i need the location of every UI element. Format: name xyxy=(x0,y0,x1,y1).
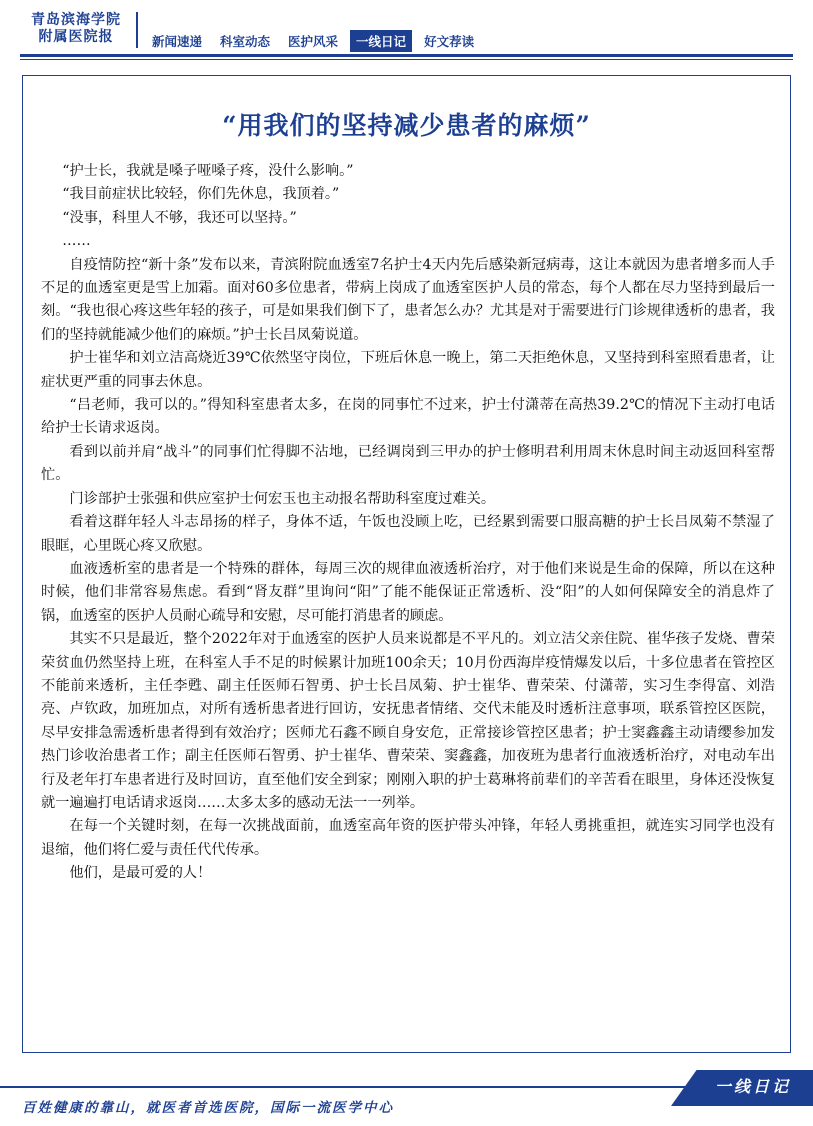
section-nav xyxy=(146,30,486,52)
masthead-logo[interactable] xyxy=(18,12,134,46)
footer-slogan: 百姓健康的靠山，就医者首选医院，国际一流医学中心 xyxy=(22,1100,394,1116)
header-rule-thin xyxy=(20,59,793,60)
article-paragraph: …… xyxy=(62,233,91,250)
article-paragraph: “吕老师，我可以的。”得知科室患者太多，在岗的同事忙不过来，护士付潇蒂在高热39.2℃的情况下主动打电话给护士长请求返岗。 xyxy=(41,397,775,437)
header-rule xyxy=(20,54,793,57)
article-body xyxy=(41,160,775,886)
article-paragraph: “护士长，我就是嗓子哑嗓子疼，没什么影响。” xyxy=(62,163,354,179)
masthead-line-2: 附属医院报 xyxy=(38,29,114,45)
masthead-divider xyxy=(136,12,138,48)
masthead-line-1: 青岛滨海学院 xyxy=(31,12,121,28)
nav-item-department[interactable]: 科室动态 xyxy=(220,34,271,49)
article-frame xyxy=(22,75,791,1053)
nav-item-frontline-diary[interactable]: 一线日记 xyxy=(350,30,412,52)
nav-item-staff[interactable]: 医护风采 xyxy=(288,34,339,49)
article-paragraph: 他们，是最可爱的人！ xyxy=(69,865,212,882)
article-paragraph: 看着这群年轻人斗志昂扬的样子，身体不适，午饭也没顾上吃，已经累到需要口服高糖的护士长吕凤菊不禁湿了眼眶，心里既心疼又欣慰。 xyxy=(41,514,775,554)
article-paragraph: 在每一个关键时刻，在每一次挑战面前，血透室高年资的医护带头冲锋，年轻人勇挑重担，就连实习同学也没有退缩，他们将仁爱与责任代代传承。 xyxy=(41,818,775,858)
page-header xyxy=(0,0,813,60)
nav-item-recommended[interactable]: 好文荐读 xyxy=(424,34,475,49)
article-paragraph: 血液透析室的患者是一个特殊的群体，每周三次的规律血液透析治疗，对于他们来说是生命的保障，所以在这种时候，他们非常容易焦虑。看到“肾友群”里询问“阳”了能不能保证正常透析、没“阳”的人如何保障安全的消息炸了锅，血透室的医护人员耐心疏导和安慰，尽可能打消患者的顾虑。 xyxy=(41,560,775,624)
article-paragraph: 其实不只是最近，整个2022年对于血透室的医护人员来说都是不平凡的。刘立洁父亲住院、崔华孩子发烧、曹荣荣贫血仍然坚持上班，在科室人手不足的时候累计加班100余天；10月份西海岸疫情爆发以后，十多位患者在管控区不能前来透析，主任李甦、副主任医师石智勇、护士长吕凤菊、护士崔华、曹荣荣、付潇蒂，实习生李得富、刘浩亮、卢钦政，加班加点，对所有透析患者进行回访，安抚患者情绪、交代未能及时透析注意事项，联系管控区医院，尽早安排急需透析患者得到有效治疗；医师尤石鑫不顾自身安危，正常接诊管控区患者；护士窦鑫鑫主动请缨参加发热门诊收治患者工作；副主任医师石智勇、护士崔华、曹荣荣、窦鑫鑫，加夜班为患者行血液透析治疗，对电动车出行及老年打车患者进行及时回访，直至他们安全到家；刚刚入职的护士葛琳将前辈们的辛苦看在眼里，身体还没恢复就一遍遍打电话请求返岗……太多太多的感动无法一一列举。 xyxy=(41,631,775,811)
page-footer xyxy=(0,1077,813,1126)
article-paragraph: 护士崔华和刘立洁高烧近39℃依然坚守岗位，下班后休息一晚上，第二天拒绝休息，又坚持到科室照看患者，让症状更严重的同事去休息。 xyxy=(41,350,775,390)
nav-item-news[interactable]: 新闻速递 xyxy=(152,34,203,49)
footer-section-label: 一线日记 xyxy=(714,1077,791,1096)
article-paragraph: 看到以前并肩“战斗”的同事们忙得脚不沾地，已经调岗到三甲办的护士修明君利用周末休息时间主动返回科室帮忙。 xyxy=(41,443,775,484)
article-paragraph: “没事，科里人不够，我还可以坚持。” xyxy=(62,209,297,226)
article-paragraph: 门诊部护士张强和供应室护士何宏玉也主动报名帮助科室度过难关。 xyxy=(69,490,496,507)
article-paragraph: 自疫情防控“新十条”发布以来，青滨附院血透室7名护士4天内先后感染新冠病毒，这让本就因为患者增多而人手不足的血透室更是雪上加霜。面对60多位患者，带病上岗成了血透室医护人员的常态，每个人都在尽力坚持到最后一刻。“我也很心疼这些年轻的孩子，可是如果我们倒下了，患者怎么办？尤其是对于需要进行门诊规律透析的患者，我们的坚持就能减少他们的麻烦。”护士长吕凤菊说道。 xyxy=(41,256,775,343)
article-title: “用我们的坚持减少患者的麻烦” xyxy=(222,111,591,140)
article-paragraph: “我目前症状比较轻，你们先休息，我顶着。” xyxy=(62,186,340,203)
